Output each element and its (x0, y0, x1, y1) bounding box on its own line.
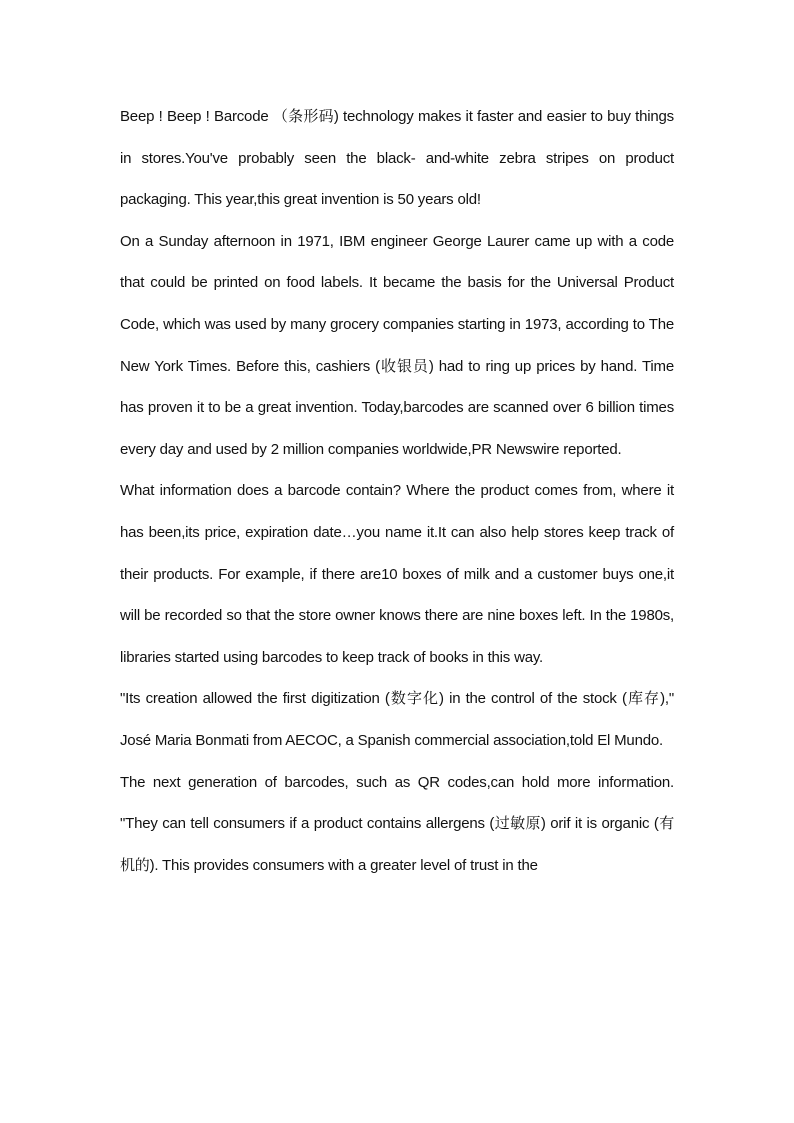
paragraph-next-generation: The next generation of barcodes, such as QR codes,can hold more information. "They can tell consumers if a product contains allergens (过敏原) orif it is organic (有机的). This provides consumers with a greater level of trust in the (120, 773, 674, 874)
paragraph-intro: Beep ! Beep ! Barcode （条形码) technology makes it faster and easier to buy things in stores.You've probably seen the black- and-white zebra stripes on product packaging. This year,this great invention is 50 years old! (120, 108, 674, 209)
paragraph-history: On a Sunday afternoon in 1971, IBM engineer George Laurer came up with a code that could be printed on food labels. It became the basis for the Universal Product Code, which was used by many grocery companies starting in 1973, according to The New York Times. Before this, cashiers (收银员) had to ring up prices by hand. Time has proven it to be a great invention. Today,barcodes are scanned over 6 billion times every day and used by 2 million companies worldwide,PR Newswire reported. (120, 232, 674, 458)
paragraph-quote: "Its creation allowed the first digitization (数字化) in the control of the stock (库存)," José Maria Bonmati from AECOC, a Spanish commercial association,told El Mundo. (120, 690, 674, 749)
paragraph-information: What information does a barcode contain? Where the product comes from, where it has been,its price, expiration date…you name it.It can also help stores keep track of their products. For example, if there are10 boxes of milk and a customer buys one,it will be recorded so that the store owner knows there are nine boxes left. In the 1980s, libraries started using barcodes to keep track of books in this way. (120, 482, 674, 666)
document-body (120, 96, 674, 886)
